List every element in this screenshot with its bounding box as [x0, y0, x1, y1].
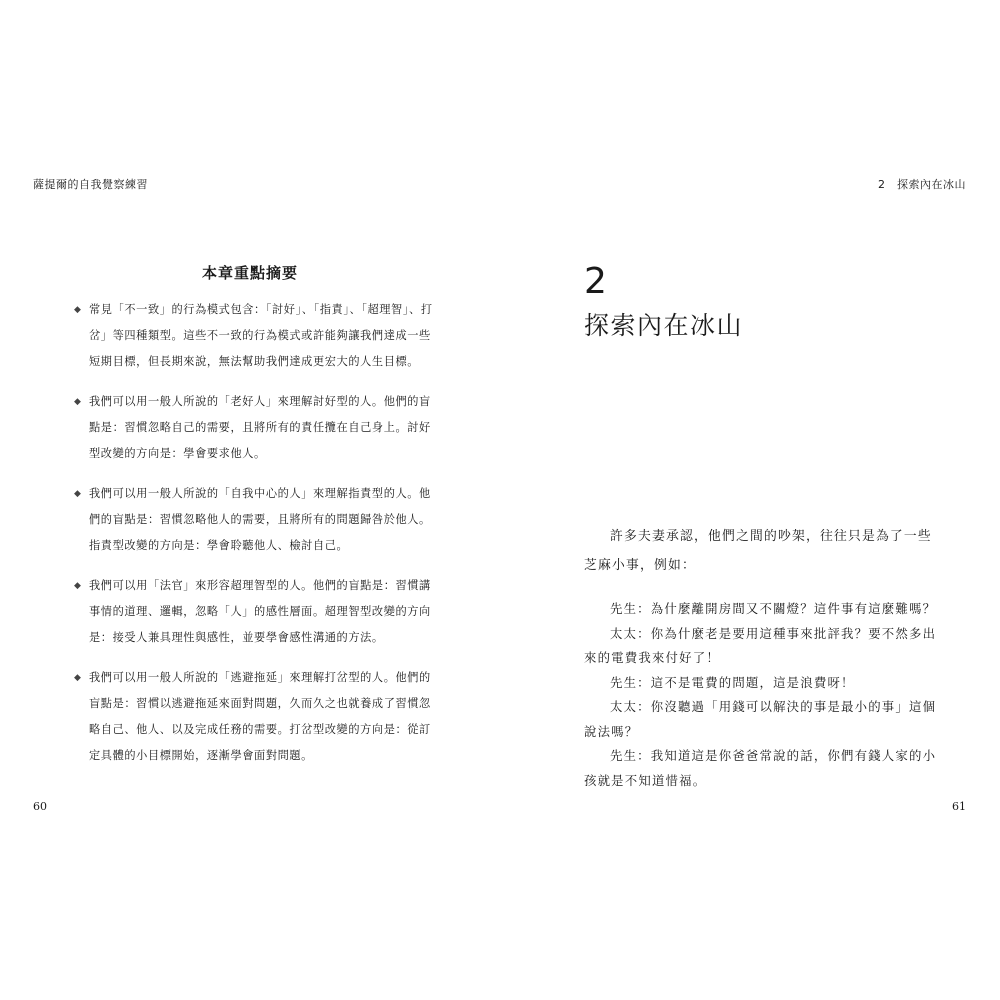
summary-item-text: 我們可以用一般人所說的「逃避拖延」來理解打岔型的人。他們的盲點是：習慣以逃避拖延來面對問題，久而久之也就養成了習慣忽略自己、他人、以及完成任務的需要。打岔型改變的方向是：從訂定具體的小目標開始，逐漸學會面對問題。 — [89, 671, 431, 762]
page-number-left: 60 — [33, 800, 47, 813]
summary-item — [74, 665, 434, 769]
dialogue-line: 太太：你為什麼老是要用這種事來批評我？要不然多出來的電費我來付好了！ — [584, 625, 937, 665]
diamond-bullet-icon: ◆ — [74, 581, 82, 591]
summary-title: 本章重點摘要 — [201, 264, 298, 282]
dialogue-line: 太太：你沒聽過「用錢可以解決的事是最小的事」這個說法嗎？ — [584, 699, 937, 739]
diamond-bullet-icon: ◆ — [74, 305, 82, 315]
running-head-left: 薩提爾的自我覺察練習 — [33, 178, 148, 191]
dialogue-line: 先生：為什麼離開房間又不關燈？這件事有這麼難嗎？ — [610, 601, 937, 616]
summary-item — [74, 481, 434, 559]
dialogue-line: 先生：我知道這是你爸爸常說的話，你們有錢人家的小孩就是不知道惜福。 — [584, 748, 937, 788]
summary-list — [74, 297, 434, 783]
diamond-bullet-icon: ◆ — [74, 489, 82, 499]
summary-item — [74, 389, 434, 467]
right-page — [500, 0, 1000, 1000]
page-number-right: 61 — [952, 800, 966, 813]
dialogue-line: 先生：這不是電費的問題，這是浪費呀！ — [610, 674, 855, 690]
summary-item — [74, 297, 434, 375]
summary-item-text: 常見「不一致」的行為模式包含：「討好」、「指責」、「超理智」、打岔」等四種類型。這些不一致的行為模式或許能夠讓我們達成一些短期目標，但長期來說，無法幫助我們達成更宏大的人生目標。 — [89, 303, 433, 368]
summary-item-text: 我們可以用一般人所說的「自我中心的人」來理解指責型的人。他們的盲點是：習慣忽略他人的需要，且將所有的問題歸咎於他人。指責型改變的方向是：學會聆聽他人、檢討自己。 — [89, 487, 431, 552]
diamond-bullet-icon: ◆ — [74, 673, 82, 683]
chapter-title: 探索內在冰山 — [584, 311, 744, 340]
dialogue — [584, 597, 944, 793]
running-head-right: 2 探索內在冰山 — [878, 178, 966, 191]
summary-item — [74, 573, 434, 651]
diamond-bullet-icon: ◆ — [74, 397, 82, 407]
chapter-number: 2 — [584, 261, 607, 302]
summary-item-text: 我們可以用一般人所說的「老好人」來理解討好型的人。他們的盲點是：習慣忽略自己的需要，且將所有的責任攬在自己身上。討好型改變的方向是：學會要求他人。 — [89, 395, 431, 460]
intro-paragraph: 許多夫妻承認，他們之間的吵架，往往只是為了一些芝麻小事，例如： — [584, 529, 932, 573]
summary-item-text: 我們可以用「法官」來形容超理智型的人。他們的盲點是：習慣講事情的道理、邏輯，忽略「人」的感性層面。超理智型改變的方向是：接受人兼具理性與感性，並要學會感性溝通的方法。 — [89, 579, 431, 644]
